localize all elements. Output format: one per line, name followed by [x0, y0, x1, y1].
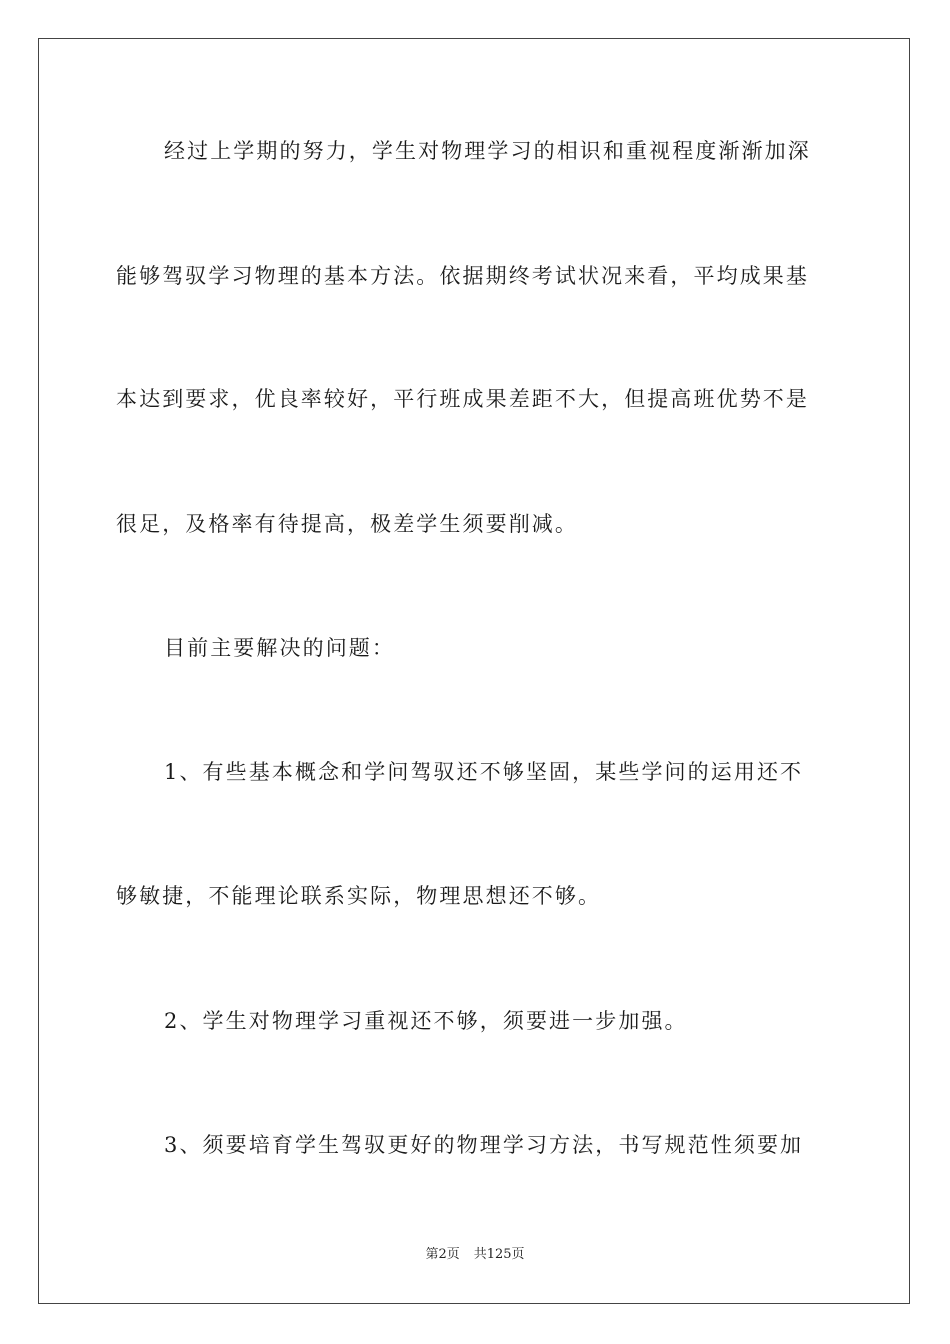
page-frame [38, 38, 910, 1304]
list-item-line: 3、须要培育学生驾驭更好的物理学习方法，书写规范性须要加 [164, 1133, 804, 1157]
list-item-line: 2、学生对物理学习重视还不够，须要进一步加强。 [164, 1009, 688, 1033]
section-heading: 目前主要解决的问题： [164, 636, 395, 660]
list-item-line: 1、有些基本概念和学问驾驭还不够坚固，某些学问的运用还不 [164, 760, 804, 784]
paragraph-line: 本达到要求，优良率较好，平行班成果差距不大，但提高班优势不是 [116, 387, 809, 411]
paragraph-line: 很足，及格率有待提高，极差学生须要削减。 [116, 512, 578, 536]
page-total: 共125页 [473, 1247, 525, 1262]
page-number: 第2页 [425, 1247, 460, 1262]
list-item-line: 够敏捷，不能理论联系实际，物理思想还不够。 [116, 884, 602, 908]
paragraph-line: 能够驾驭学习物理的基本方法。依据期终考试状况来看，平均成果基 [116, 264, 809, 288]
paragraph-line: 经过上学期的努力，学生对物理学习的相识和重视程度渐渐加深 [164, 139, 811, 163]
page-footer [0, 1246, 950, 1264]
